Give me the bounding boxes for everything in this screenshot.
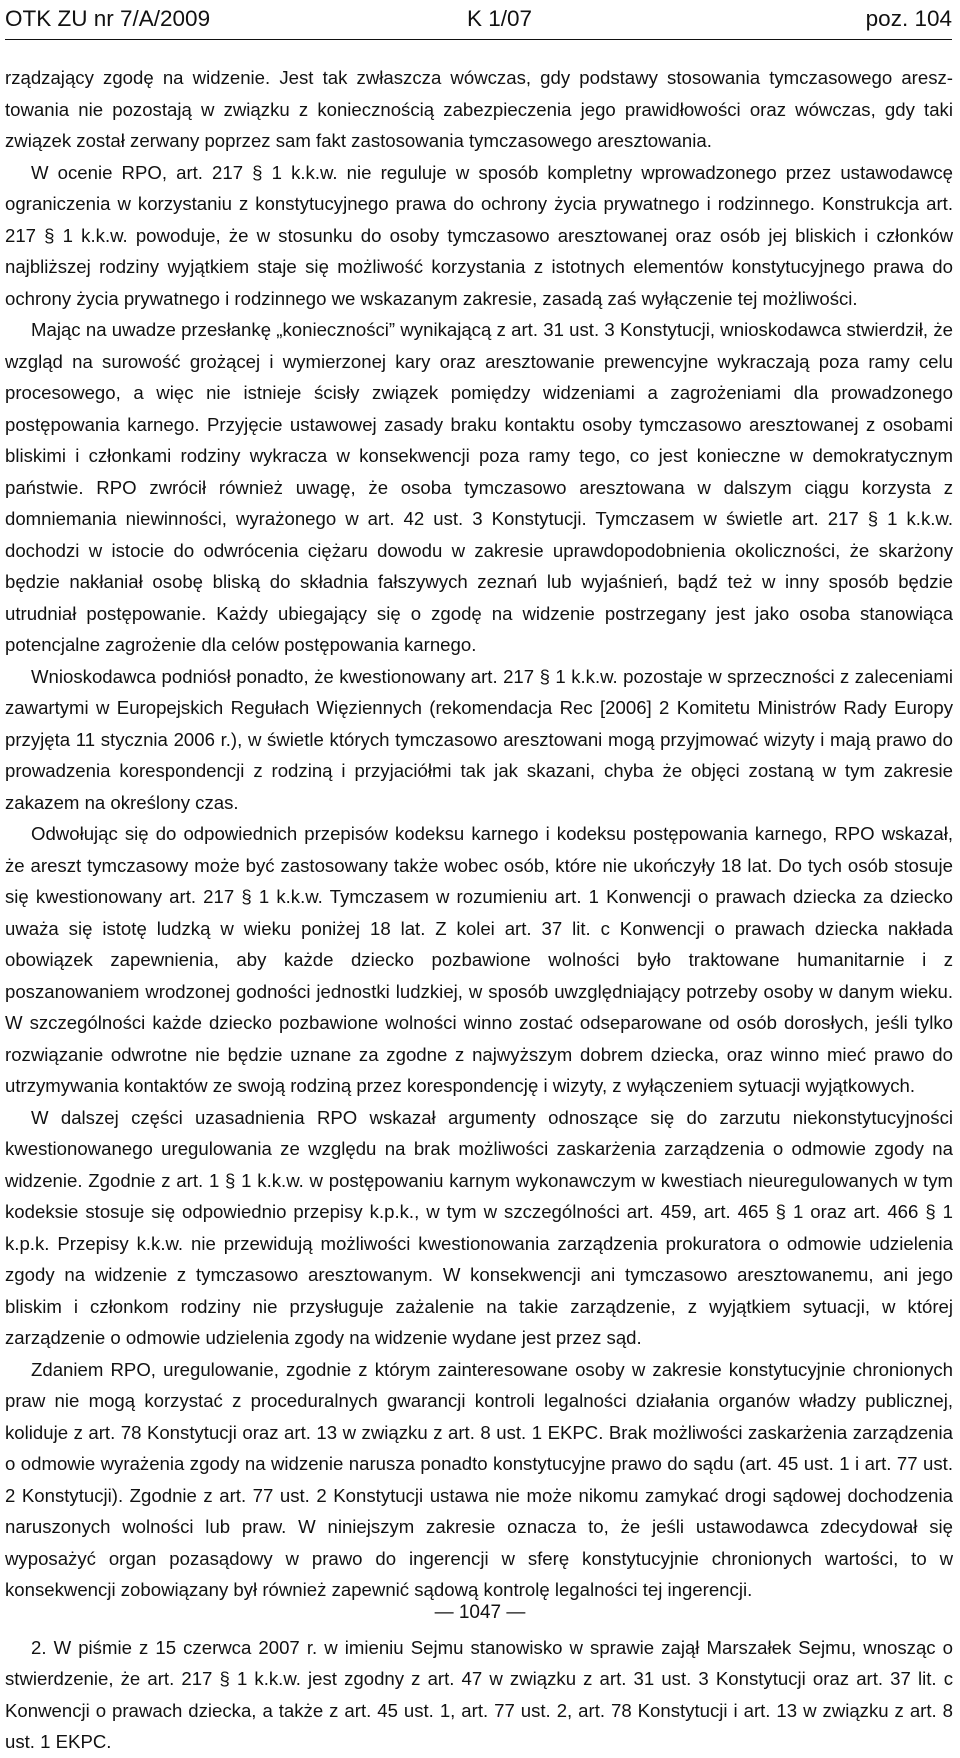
header-divider: [5, 39, 952, 40]
paragraph: W dalszej części uzasadnienia RPO wskazał argumenty odnoszące się do zarzutu niekonstytucyjności kwestionowanego uregulowania ze względu na brak możliwości zaskarżenia zarządzenia o odmowie zgody na widzenie. Zgodnie z art. 1 § 1 k.k.w. w postępowaniu karnym wykonawczym w kwestiach nieuregulowanych w tym kodeksie stosuje się odpowiednio przepisy k.p.k., w tym w szczególności art. 459, art. 465 § 1 oraz art. 466 § 1 k.p.k. Przepisy k.k.w. nie przewidują możliwości kwestionowania zarządzenia prokuratora o odmowie udzielenia zgody na widzenie z tymczasowo aresztowanym. W konsekwencji ani tymczasowo aresztowanemu, ani jego bliskim i członkom rodziny nie przysługuje zażalenie na takie zarządzenie, z wyjątkiem sytuacji, w której zarządzenie o odmowie udzielenia zgody na widzenie wydane jest przez sąd.: [5, 1106, 953, 1348]
document-body: [5, 62, 953, 1758]
numbered-paragraph: 2. W piśmie z 15 czerwca 2007 r. w imieniu Sejmu stanowisko w sprawie zajął Marszałek Sejmu, wnosząc o stwierdzenie, że art. 217 § 1 k.k.w. jest zgodny z art. 47 w związku z art. 31 ust. 3 Konstytucji oraz art. 37 lit. c Konwencji o prawach dziecka, a także z art. 45 ust. 1, art. 77 ust. 2, art. 78 Konstytucji i art. 13 w związku z art. 8 ust. 1 EKPC.: [5, 1636, 953, 1752]
paragraph: W ocenie RPO, art. 217 § 1 k.k.w. nie reguluje w sposób kompletny wprowadzonego przez ustawodawcę ograniczenia w korzystaniu z konstytucyjnego prawa do ochrony życia prywatnego i rodzinnego. Konstrukcja art. 217 § 1 k.k.w. powoduje, że w stosunku do osoby tymczasowo aresztowanej oraz osób jej bliskich i członków najbliższej rodziny wyjątkiem staje się możliwość korzystania z istotnych elementów konstytucyjnego prawa do ochrony życia prywatnego i rodzinnego we wskazanym zakresie, zasadą zaś wyłączenie tej możliwości.: [5, 161, 953, 309]
paragraph: Wnioskodawca podniósł ponadto, że kwestionowany art. 217 § 1 k.k.w. pozostaje w sprzeczności z zaleceniami zawartymi w Europejskich Regułach Więziennych (rekomendacja Rec [2006] 2 Komitetu Ministrów Rady Europy przyjęta 11 stycznia 2006 r.), w świetle których tymczasowo aresztowani mogą przyjmować wizyty i mają prawo do prowadzenia korespondencji z rodziną i przyjaciółmi tak jak skazani, chyba że objęci zostaną w tym zakresie zakazem na określony czas.: [5, 665, 953, 813]
paragraph: Zdaniem RPO, uregulowanie, zgodnie z którym zainteresowane osoby w zakresie konstytucyjnie chronionych praw nie mogą korzystać z proceduralnych gwarancji kontroli legalności działania organów władzy publicznej, koliduje z art. 78 Konstytucji oraz art. 13 w związku z art. 8 ust. 1 EKPC. Brak możliwości zaskarżenia zarządzenia o odmowie wyrażenia zgody na widzenie narusza ponadto konstytucyjne prawo do sądu (art. 45 ust. 1 i art. 77 ust. 2 Konstytucji). Zgodnie z art. 77 ust. 2 Konstytucji ustawa nie może nikomu zamykać drogi sądowej dochodzenia naruszonych wolności lub praw. W niniejszym zakresie oznacza to, że jeśli ustawodawca zdecydował się wyposażyć organ pozasądowy w prawo do ingerencji w sferę konstytucyjnie chronionych wartości, to w konsekwencji zobowiązany był również zapewnić sądową kontrolę legalności tej ingerencji.: [5, 1358, 953, 1600]
position-number: poz. 104: [865, 6, 952, 31]
journal-reference: OTK ZU nr 7/A/2009: [5, 6, 211, 31]
page-number: — 1047 —: [434, 1602, 526, 1623]
paragraph: Odwołując się do odpowiednich przepisów kodeksu karnego i kodeksu postępowania karnego, RPO wskazał, że areszt tymczasowy może być zastosowany także wobec osób, które nie ukończyły 18 lat. Do tych osób stosuje się kwestionowany art. 217 § 1 k.k.w. Tymczasem w rozumieniu art. 1 Konwencji o prawach dziecka za dziecko uważa się istotę ludzką w wieku poniżej 18 lat. Z kolei art. 37 lit. c Konwencji o prawach dziecka nakłada obowiązek zapewnienia, aby każde dziecko pozbawione wolności było traktowane humanitarnie i z poszanowaniem wrodzonej godności jednostki ludzkiej, w sposób uwzględniający potrzeby osoby w danym wieku. W szczególności każde dziecko pozbawione wolności winno zostać odseparowane od osób dorosłych, jeśli tylko rozwiązanie odwrotne nie będzie uznane za zgodne z najwyższym dobrem dziecka, oraz winno mieć prawo do utrzymywania kontaktów ze swoją rodziną przez korespondencję i wizyty, z wyłączeniem sytuacji wyjątkowych.: [5, 823, 953, 1096]
case-number: K 1/07: [467, 6, 533, 31]
paragraph-continuation: rządzający zgodę na widzenie. Jest tak zwłaszcza wówczas, gdy podstawy stosowania tymczasowego aresztowania nie pozostają w związku z koniecznością zabezpieczenia jego prawidłowości oraz wówczas, gdy taki związek został zerwany poprzez sam fakt zastosowania tymczasowego aresztowania.: [5, 67, 953, 151]
paragraph: Mając na uwadze przesłankę „konieczności” wynikającą z art. 31 ust. 3 Konstytucji, wnioskodawca stwierdził, że wzgląd na surowość grożącej i wymierzonej kary oraz aresztowanie prewencyjne wykraczają poza ramy celu procesowego, a więc nie istnieje ścisły związek pomiędzy widzeniami a zagrożeniami dla prowadzonego postępowania karnego. Przyjęcie ustawowej zasady braku kontaktu osoby tymczasowo aresztowanej z osobami bliskimi i członkami rodziny wykracza w konsekwencji poza ramy tego, co jest konieczne w demokratycznym państwie. RPO zwrócił również uwagę, że osoba tymczasowo aresztowana w dalszym ciągu korzysta z domniemania niewinności, wyrażonego w art. 42 ust. 3 Konstytucji. Tymczasem w świetle art. 217 § 1 k.k.w. dochodzi w istocie do odwrócenia ciężaru dowodu w zakresie uprawdopodobnienia okoliczności, że skarżony będzie nakłaniał osobę bliską do składnia fałszywych zeznań lub wyjaśnień, bądź też w inny sposób będzie utrudniał postępowanie. Każdy ubiegający się o zgodę na widzenie postrzegany jest jako osoba stanowiąca potencjalne zagrożenie dla celów postępowania karnego.: [5, 319, 953, 655]
page-header: [5, 2, 952, 36]
